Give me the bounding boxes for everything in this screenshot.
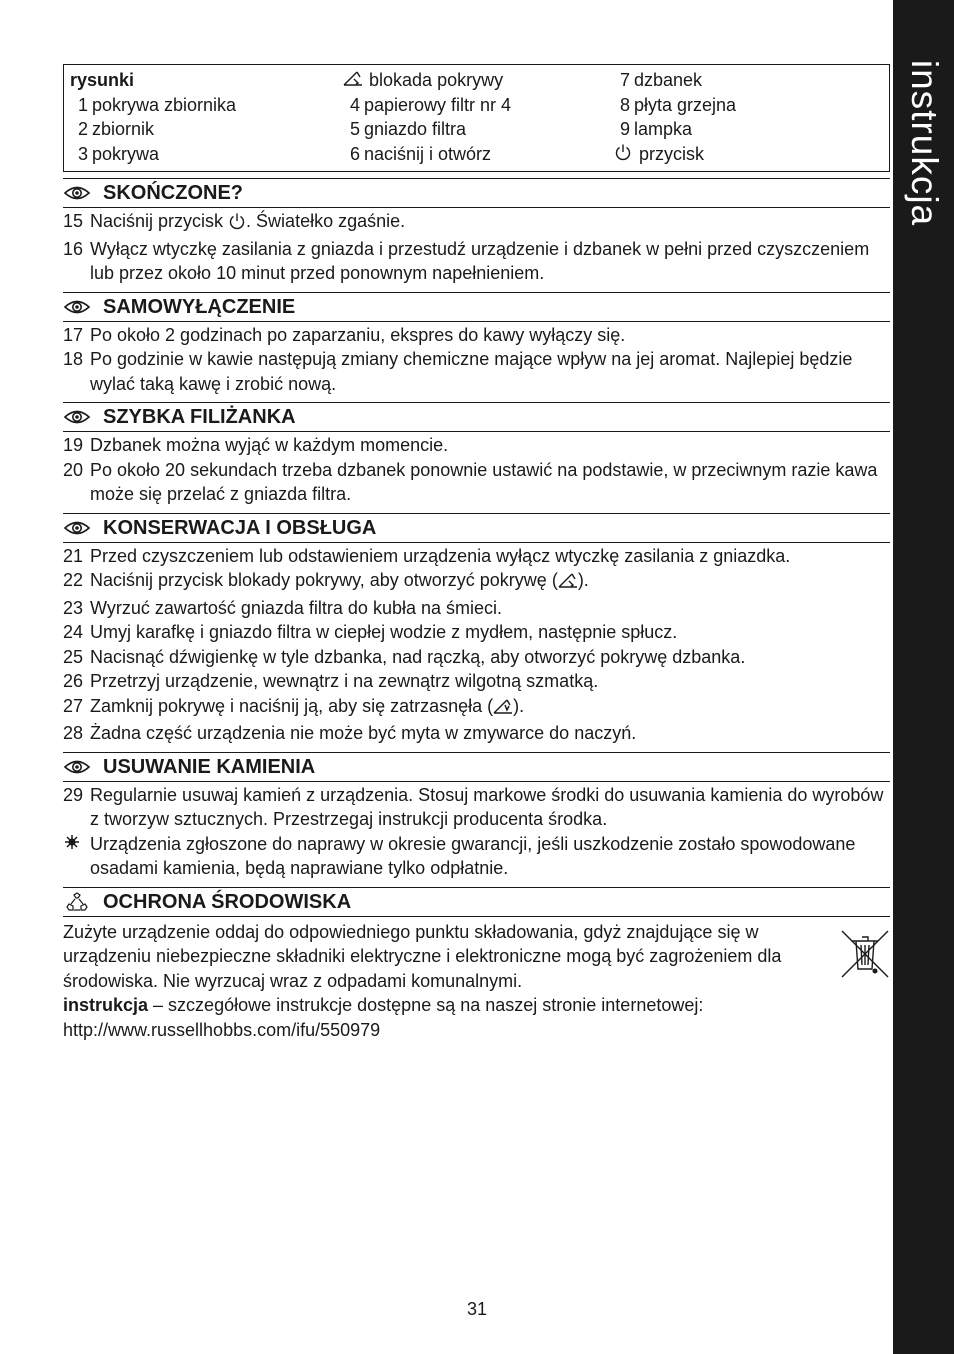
section-quick-cup: [63, 402, 890, 507]
instructions-line: instrukcja – szczegółowe instrukcje dostępne są na naszej stronie internetowej:: [63, 995, 704, 1015]
power-icon: [228, 212, 246, 237]
list-item: 22 Naciśnij przycisk blokady pokrywy, aby otworzyć pokrywę ( ).: [63, 568, 890, 596]
legend-item: 1 pokrywa zbiornika: [77, 94, 237, 115]
list-item: 25 Nacisnąć dźwigienkę w tyle dzbanka, nad rączką, aby otworzyć pokrywę dzbanka.: [63, 646, 746, 667]
list-item: 23 Wyrzuć zawartość gniazda filtra do kubła na śmieci.: [63, 597, 503, 618]
section-heading: SKOŃCZONE?: [63, 178, 890, 208]
legend-title: rysunki: [70, 70, 135, 90]
section-descaling: [63, 752, 890, 881]
eye-icon: [63, 757, 91, 777]
list-item: 29 Regularnie usuwaj kamień z urządzenia. Stosuj markowe środki do usuwania kamienia do wyrobów z tworzyw sztucznych. Przestrzegaj instrukcji producenta środka.: [63, 784, 884, 829]
list-item: 16 Wyłącz wtyczkę zasilania z gniazda i przestudź urządzenie i dzbanek w pełni przed czyszczeniem lub przez około 10 minut przed ponownym napełnieniem.: [63, 238, 870, 283]
list-item: 19 Dzbanek można wyjąć w każdym momencie.: [63, 435, 449, 455]
eye-icon: [63, 518, 91, 538]
section-finished: [63, 178, 890, 286]
section-heading: SAMOWYŁĄCZENIE: [63, 292, 890, 322]
section-heading: USUWANIE KAMIENIA: [63, 752, 890, 782]
list-item: 17 Po około 2 godzinach po zaparzaniu, ekspres do kawy wyłączy się.: [63, 324, 626, 345]
crossed-bin-icon: [840, 927, 890, 981]
list-item: 21 Przed czyszczeniem lub odstawieniem urządzenia wyłącz wtyczkę zasilania z gniazdka.: [63, 545, 791, 566]
eye-icon: [63, 407, 91, 427]
side-tab: [893, 0, 954, 1354]
legend-item: 3 pokrywa: [77, 143, 160, 164]
list-item: 15 Naciśnij przycisk . Światełko zgaśnie.: [63, 209, 890, 237]
section-maintenance: [63, 513, 890, 746]
page-number: 31: [466, 1299, 488, 1319]
environment-text: Zużyte urządzenie oddaj do odpowiedniego punktu składowania, gdyż znajdujące się w urządzeniu niebezpieczne składniki elektryczne i elektroniczne mogą być zagrożeniem dla środowiska. Nie wyrzucaj wraz z odpadami komunalnymi.: [63, 921, 782, 991]
list-item: 18 Po godzinie w kawie następują zmiany chemiczne mające wpływ na jej aromat. Najlepiej będzie wylać taką kawę i zrobić nową.: [63, 349, 853, 394]
lid-lock-icon: [342, 69, 364, 94]
section-heading: OCHRONA ŚRODOWISKA: [63, 887, 890, 917]
legend-item: 5 gniazdo filtra: [349, 119, 467, 139]
legend-item: 7 dzbanek: [619, 70, 703, 90]
legend-item: 4 papierowy filtr nr 4: [349, 94, 512, 115]
legend-item: przycisk: [612, 142, 736, 167]
eye-icon: [63, 297, 91, 317]
legend-item: 8 płyta grzejna: [619, 94, 737, 115]
list-item: 27 Zamknij pokrywę i naciśnij ją, aby się zatrzasnęła ( ).: [63, 694, 890, 722]
section-environment: [63, 887, 890, 1043]
section-auto-off: [63, 292, 890, 397]
side-tab-label: instrukcja: [903, 59, 945, 227]
lid-close-icon: [493, 697, 513, 722]
section-heading: SZYBKA FILIŻANKA: [63, 402, 890, 432]
instructions-label: instrukcja: [63, 995, 149, 1015]
lid-lock-icon: [558, 571, 578, 596]
legend-item: blokada pokrywy: [342, 68, 511, 93]
page-content: [63, 64, 890, 1042]
figure-legend: [63, 64, 890, 172]
star-warning-icon: [63, 832, 81, 859]
legend-column-3: [612, 68, 736, 166]
section-heading: KONSERWACJA I OBSŁUGA: [63, 513, 890, 543]
power-icon: [612, 143, 634, 168]
eye-icon: [63, 183, 91, 203]
list-item: 24 Umyj karafkę i gniazdo filtra w ciepłej wodzie z mydłem, następnie spłucz.: [63, 622, 678, 642]
instructions-url[interactable]: http://www.russellhobbs.com/ifu/550979: [63, 1019, 381, 1040]
legend-column-2: [342, 68, 511, 166]
recycle-icon: [63, 892, 91, 912]
list-item: 26 Przetrzyj urządzenie, wewnątrz i na zewnątrz wilgotną szmatką.: [63, 671, 599, 691]
legend-item: 9 lampka: [619, 119, 693, 139]
list-item: 28 Żadna część urządzenia nie może być myta w zmywarce do naczyń.: [63, 723, 637, 743]
legend-item: 6 naciśnij i otwórz: [349, 143, 492, 164]
list-item: 20 Po około 20 sekundach trzeba dzbanek ponownie ustawić na podstawie, w przeciwnym razie kawa może się przelać z gniazda filtra.: [63, 459, 878, 504]
legend-item: 2 zbiornik: [77, 119, 155, 139]
legend-column-1: [70, 68, 236, 166]
warning-item: Urządzenia zgłoszone do naprawy w okresie gwarancji, jeśli uszkodzenie zostało spowodowane osadami kamienia, będą naprawiane tylko odpłatnie.: [63, 832, 890, 881]
